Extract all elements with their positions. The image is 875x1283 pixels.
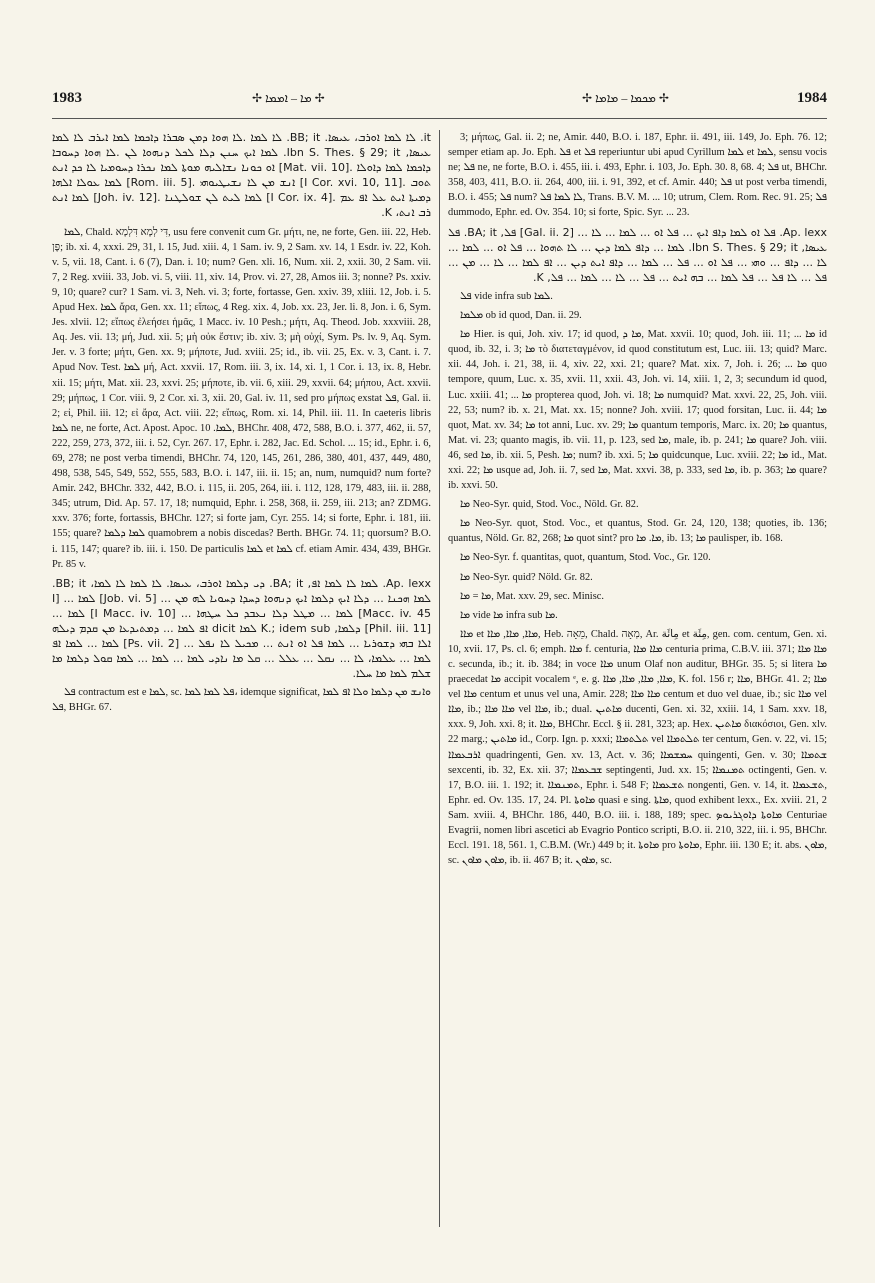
right-column — [440, 130, 827, 1227]
page-number-left: 1983 — [52, 89, 82, 106]
entry-paragraph: ܡܐܐ et ܡܐܐ, ܡܐܐ, ܡܐܐ, Heb. מֵאָה, Chald. מְאָה, Ar. مِائَة et مِئَة, gen. com. centum, Gen. xi. 10, xvii. 17, Ps. cl. 6; emph. ܡܐܐ f. centuria, ܡܐܐ ܡܐܐ centuria prima, C.B.V. iii. 371; ܡܐܐ ܡܐܐ c. secunda, ib.; it. ib. 384; in voce ܡܐܐ unum Olaf non auditur, BHGr. 35. 5; si litera ܡܐ praecedat ܡܐ accipit vocalem ᵉ, e. g. ܡܐܐ, ܡܐܐ, ܡܐܐ, ܡܐܐ, K. fol. 156 r; ܡܐܐ, BHGr. 41. 2; ܡܐܐ vel ܡܐܐ centum et unus vel una, Amir. 228; ܡܐܐ ܡܐܐ centum et duo vel duae, ib.; sic ܡܐܐ vel ܡܐܐ, ib.; ܡܐܐ ܡܐܐ vel ܡܐܐ, ib.; dual. ܡܐܬܝܢ ducenti, Gen. xi. 32, xxiii. 14, 1 Sam. xxv. 18, xxx. 9, Joh. xxi. 8; it. ܡܐܐ, BHChr. Eccl. § ii. 281, 323; ap. Hex. ܡܐܬܝܢ διακόσιοι, Gen. xlv. 22 marg.; ܡܐܬܝܢ id., Corp. Ign. p. xxxi; ܬܠܬܡܐܐ vel ܬܠܬܡܐܐ ter centum, Gen. v. 22, vi. 15; ܐܪܒܥܡܐܐ quadringenti, Gen. xv. 13, Act. v. 36; ܚܡܫܡܐܐ quingenti, Gen. v. 30; ܫܬܡܐܐ sexcenti, ib. 32, Ex. xii. 37; ܫܒܥܡܐܐ septingenti, Jud. xx. 15; ܬܡܢܡܐܐ octingenti, Gen. v. 17, B.O. iii. 1. 192; it. ܬܡܢܡܐܐ, Ephr. i. 548 F; ܬܫܥܡܐܐ nongenti, Gen. v. 14, it. ܬܫܥܡܐܐ, Ephr. ed. Ov. 135. 17, 24. Pl. ܡܐܘܬܐ quasi e sing. ܡܐܬܐ, quod exhibent lexx., Ex. xviii. 21, 2 Sam. xviii. 4, BHChr. 186, 440, B.O. iii. i. 188, 189; spec. ܡܐܘܬܐ ܕܐܘܓܪܝܘܤ Centuriae Evagrii, nomen libri ascetici ab Evagrio Pontico scripti, B.O. ii. 210, 322, iii. i. 95, BHChr. Eccl. 191. 18, 561. 1, C.B.M. (Wr.) 449 b; it. ܡܐܘܬܐ pro ܡܐܘܬܐ, Ephr. iii. 130 E; it. abs. ܡܐܘܢ, sc. ܡܐܘܢ ܡܐܘܢ, ib. ii. 467 B; it. ܡܐܘܢ, sc. — [448, 628, 827, 867]
running-head-right: ✢ ܡܟܡܐ – ܡܐܡܐ ✢ — [582, 90, 669, 105]
entry-paragraph: ܡܐ Neo-Syr. quid, Stod. Voc., Nöld. Gr. 82. — [460, 499, 639, 511]
running-head-left: ✢ ܡܐ – ܐܡܡܐ ✢ — [252, 90, 325, 105]
entry-paragraph: ܦܠ vide infra sub ܠܡܐ. — [460, 290, 553, 302]
entry-paragraph: ܡܐ = ܡܐ, Mat. xxv. 29, sec. Minisc. — [460, 590, 604, 602]
entry-paragraph: 3; μήπως, Gal. ii. 2; ne, Amir. 440, B.O. i. 187, Ephr. ii. 491, iii. 149, Jo. Eph. 76. 12; semper etiam ap. Jo. Eph. ܦܠ et ܦܠ reperiuntur ubi apud Cyrillum ܠܡܐ et ܠܡܐ, sensu vocis ne; ܦܠ ne, ne forte, B.O. i. 455, iii. i. 493, Ephr. i. 103, Jo. Eph. 30. 8, 68. 4; ܦܠ ut, BHChr. 358, 403, 411, B.O. ii. 264, 400, iii. i. 91, 392, et cf. Amir. 440; ܦܠ ut post verba timendi, B.O. i. 455; ܦܠ num? ܠܐ ܠܡܐ ܦܠ, Trans. B.V. M. ... 10; utrum, Clem. Rom. Rec. 91. 25; ܦܠ dummodo, Ephr. ed. Ov. 354. 10; si forte, Spic. Syr. ... 23. — [448, 132, 827, 219]
syriac-paragraph: Ap. lexx. ܠܡܐ ܠܐ ܠܡܐ ܐܦ, BA; it. ܕܝ ܕܠܡܐ ܐܘܪܒ، ܥܝܣܐ. ܠܐ ܠܡܐ ܠܐ ܠܡܐ، BB; it. ܠܡܐ ܗܟܢܐ ... ܕܠܐ ܐܝܟ ܕܠܡܐ ܐܝܟ ܕܢܗܘܐ ܕܚܕܐ ܕܚܘܝܐ ܠܗ ܡܢ ... [Job. vi. 5] ܠܡܐ ... [I Macc. iv. 45] ܠܡܐ ... ܡܛܠ ܕܠܐ ܢܥܒܕ ܟܠ ܚܛܗܐ ... [I Macc. iv. 10] ܠܡܐ ... [Phil. iii. 11] ܕܠܡܐ, K.; idem sub ܠܡܐ dicit ܐܦ ܠܡܐ ... ܕܡܬܝܕܥܐ ܡܢ ܩܕܡ ܕܝܠܗ ܐܠܐ ܒܗܝ ܕܫܘܪܝܐ ... ܠܡܐ ܦܠ ܐܘ ܐܢܬ ... ܡܟܝܠ ܠܐ ܢܦܠ ... [Ps. vii. 2] ܠܡܐ ... ܠܡܐ ܐܦ ܠܡܐ ... ܥܠܡܐ، ܠܐ ... ܢܩܠ ... ܥܠܠ ... ܩܠ ܡܐ ܢܐܕܝ ܠܡܐ ... ܠܡܐ ... ܠܡܐ ܩܘܠ ܕܠܡܐ ܡܐ ܫܠܡ ܠܡܐ ܡܐ ܚܠܐ. — [52, 576, 432, 681]
text-columns — [52, 130, 827, 1227]
entry-paragraph: ܡܠܡܐ ob id quod, Dan. ii. 29. — [460, 310, 582, 322]
syriac-paragraph: it. ܠܐ ܠܡܐ ܐܘܪܒ، ܥܝܣܐ. BB; it. ܠܐ ܠܡܐ .ܠܐ ܗܘܐ ܕܡܢ ܣܒܪܐ ܕܐܟܡܐ ܠܡܐ ܐܝܪܒ ܠܐ ܠܡܐ ܥܝܣܐ, Ibn S. Thes. § 29; it. ܠܡܐ ܐܝܟ ܚܢܢ ܕܠܐ ܠܟܠ ܕܢܗܘܐ ܠܢ .ܠܐ ܗܘܐ ܕܚܘܒܐ ܕܐܟܡܐ ܠܡܐ ܕܐܘܠܐ .[Mat. vii. 10] ܐܘ ܟܘܢܐ ܢܫܐܠܝܗ ܡܘܬܐ ܠܡܐ ܢܟܪܐ ܕܚܘܡܝܐ ܠܐ ܟܕ ܐܢܬ ܬܘܒ .[I Cor. xvi. 10, 11] ܐܢܫ ܡܢ ܠܐ ܢܫܝܛܝܘܗܝ .[Rom. iii. 5] ܠܡܐ ܥܘܠܐ ܐܠܗܐ ܕܡܝܬܐ ܐܝܬ ܥܠ ܐܦ ܥܡ .[I Cor. ix. 4] ܠܡܐ ܠܝܬ ܠܢ ܫܘܠܛܢܐ .[Joh. iv. 12] ܠܡܐ ܐܢܬ ܪܒ ܐܢܬ، K. — [52, 131, 431, 220]
page-number-right: 1984 — [797, 89, 827, 106]
entry-paragraph: ܠܡܐ, Chald. דִּי לְמָא דִּלְמָא, usu fere convenit cum Gr. μήτι, ne, ne forte, Gen. iii. 22, Heb. פֶּן; ib. xi. 4, xxxi. 29, 31, l. 15, Jud. xiii. 4, 1 Sam. iv. 9, 2 Sam. xv. 14, 1 Esdr. iv. 22, Koh. v. 5, vii. 18, Cant. i. 6 (7), Dan. i. 10; num? Gen. xli. 16, Num. xii. 2, xxii. 30, 2 Sam. vii. 7, 2 Reg. xviii. 33, Job. vi. 5, viii. 11, xiv. 14, Prov. vi. 27, 28, Amos iii. 3; nonne? Ps. xxiv. 9, 10; quare? cur? 1 Sam. vi. 3, Neh. vi. 3; forte, fortasse, Gen. xxiv. 39, xliii. 12, Job. i. 5. Apud Hex. ܠܡܐ ἄρα, Gen. xx. 11; εἴπως, 4 Reg. xix. 4, Job. xx. 23, Jer. li. 8, Jon. i. 6, Sym. Jes. xlvii. 12; εἴπως ἐλεήσει ἡμᾶς, 1 Macc. iv. 10 Pesh.; μήτι, Aq. Theod. Job. xxxviii. 28, Aq. Jes. vii. 13; μή, Jud. xii. 5; μὴ οὐκ ἔστιν; ib. xiv. 3; μὴ οὐχί, Sym. Ps. lv. 9, Aq. Sym. Jer. v. 3 forte; μήτι, Gen. xx. 9; μήποτε, Jud. xviii. 25; id., ib. vii. 25, Ex. v. 3, Cant. i. 7. Apud Nov. Test. ܠܡܐ μή, Act. xxvii. 17, Rom. iii. 3, ix. 14, xi. 1, 1 Cor. i. 13, ix. 8, Hebr. xii. 15; μήτι, Mat. xii. 23, xxvi. 25; μήποτε, ib. vii. 6, xiii. 29, xxvii. 64; μήπου, Act. xxvii. 29; μήπως, 1 Cor. viii. 9, 2 Cor. xi. 3, xii. 20, Gal. iv. 11, sed pro μήπως exstat ܦܠ, Gal. ii. 2; εἰ, Phil. iii. 12; εἰ ἄρα, Act. viii. 22; εἴπως, Rom. xi. 14, Phil. iii. 11. In caeteris libris ܠܡܐ ne, ne forte, Act. Apost. Apoc. ܠܡܐ. 10, BHChr. 408, 472, 588, B.O. i. 377, 462, ii. 57, 222, 259, 273, 372, iii. i. 52, Cyr. 267. 17, Ephr. i. 282, Jac. Ed. Schol. ... 15; id., Ephr. i. 6, 69, 278; ne post verba timendi, BHChr. 74, 120, 145, 261, 286, 380, 401, 437, 449, 480, 498, 538, 545, 549, 552, 555, 583, B.O. i. 147, iii. ii. 15; an, num, numquid? num forte? Amir. 242, BHChr. 332, 442, B.O. i. 115, ii. 205, 264, iii. i. 112, 128, 179, 483, iii. ii. 288, 345; utrum, Did. Ap. 57. 17, 18; numquid, Ephr. i. 258, 368, ii. 259, iii. 213; an? ZDMG. xxv. 376; forte, fortassis, BHChr. 127; si forte jam, Cyr. 255. 14; si forte, Ephr. i. 181, iii. 155; quare? ܠܡܐ ܕܠܡܐ quamobrem a nobis discedas? Berth. BHGr. 74. 11; quorsum? B.O. i. 115, 147; quare? ib. iii. i. 150. De particulis ܠܡܐ et ܠܡܐ cf. etiam Amir. 434, 439, BHGr. Pr. 85 v. — [52, 226, 432, 570]
entry-paragraph: ܡܐ Neo-Syr. quid? Nöld. Gr. 82. — [460, 571, 593, 583]
entry-paragraph: ܡܐ Hier. is qui, Joh. xiv. 17; id quod, ܡܐ ܕ, Mat. xxvii. 10; quod, Joh. iii. 11; ... ܡܐ id quod, ib. 32, i. 3; ܡܐ τὸ διατεταγμένον, id quod constitutum est, Luc. iii. 13; quid? Marc. xii. 44, Joh. i. 21, 38, ii. 4, xiv. 22, xxi. 21; quare? Mat. xix. 7, Joh. i. 26; ... ܡܐ quo tempore, quum, Luc. x. 35, xvii. 11, xxii. 43, Joh. vi. 14, xiii. 1, 2, 3; secundum id quod, Luc. xxiii. 41; ... ܡܐ propterea quod, Joh. vi. 18; ܡܐ numquid? Mat. xxvi. 22, 25, Joh. viii. 22, 53; num? ib. x. 21, Mat. xx. 15; nonne? Joh. xviii. 17; quod forsitan, Luc. ii. 44; ܡܐ quot, Mat. xv. 34; ܡܐ tot anni, Luc. xv. 29; ܡܐ quantum temporis, Marc. ix. 20; ܡܐ quantus, Mat. vi. 23; quanto magis, ib. vii. 11, p. 123, sed ܡܐ, male, ib. p. 241; ܡܐ quare? Joh. viii. 46, sed ܡܐ, ib. xii. 5, Pesh. ܡܐ; num? ib. xxi. 5; ܡܐ quidcunque, Luc. xviii. 22; ܡܐ id., Mat. xxi. 22; ܡܐ usque ad, Joh. ii. 7, sed ܡܐ, Mat. xxvi. 38, p. 333, sed ܡܐ, ib. p. 363; ܡܐ quare? ib. xxvi. 50. — [448, 329, 827, 492]
header-rule — [52, 118, 827, 119]
entry-paragraph: ܡܐ Neo-Syr. quot, Stod. Voc., et quantus, Stod. Gr. 24, 120, 138; quoties, ib. 136; quantus, Nöld. Gr. 82, 268; ܡܐ quot sint? pro ܡܐ. ܡܐ, ib. 13; ܡܐ paulisper, ib. 168. — [448, 518, 827, 545]
left-column — [52, 130, 439, 1227]
entry-paragraph: ܡܐ Neo-Syr. f. quantitas, quot, quantum, Stod. Voc., Gr. 120. — [460, 552, 711, 564]
entry-paragraph: ܦܠ contractum est e ܠܡܐ, sc. ܦܠ ܠܡܐ ܠܡܐ، idemque significat, ܘܐܢܫ ܡܢ ܕܠܡܐ ܘܠܐ ܐܦ ܠܡܐ ܦܠ, BHGr. 67. — [52, 687, 431, 714]
syriac-paragraph: Ap. lexx. ܦܠ ܐܘ ܠܡܐ ܕܐܦ ܐܝܟ ... ܦܠ ܐܘ ... ܠܡܐ ... ܠܐ ... [Gal. ii. 2] ܦܠ, BA; it. ܦܠ ܥܝܣܐ, Ibn S. Thes. § 29; it. ܠܡܐ ... ܕܐܦ ܠܡܐ ܕܝܢ ... ܠܐ ܬܗܘܐ ... ܦܠ ܐܘ ... ܠܡܐ ... ܠܐ ... ܕܐܦ ... ܘܗܝ ... ܦܠ ܐܘ ... ܦܠ ... ܠܡܐ ... ܕܐܦ ܐܝܬ ܕܝܢ ... ܐܦ ܠܡܐ ... ܠܐ ... ܡܢ ... ܦܠ ... ܠܐ ܦܠ ... ܦܠ ܠܡܐ ... ܒܗ ܐܝܬ ... ܦܠ ... ܠܐ ... ܠܡܐ ... ܦܠ, K. — [448, 225, 827, 284]
page-header — [52, 86, 827, 110]
entry-paragraph: ܡܐ vide ܡܐ infra sub ܡܐ. — [460, 609, 558, 621]
